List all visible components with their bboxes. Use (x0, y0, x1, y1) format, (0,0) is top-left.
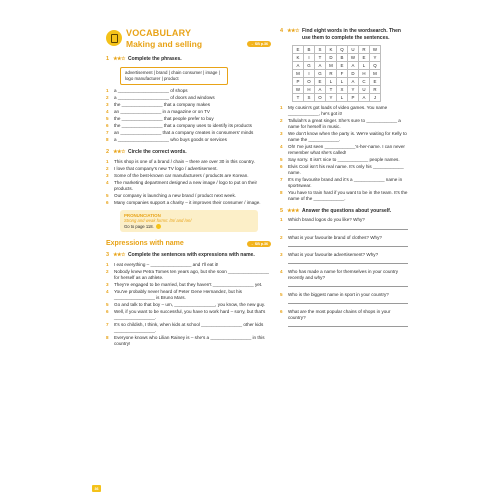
exercise-2-heading (106, 149, 271, 156)
wordsearch-cell[interactable]: K (293, 54, 304, 62)
exercise-3-heading (106, 252, 271, 259)
wordsearch-cell[interactable]: R (370, 86, 381, 94)
wordsearch-row (293, 46, 381, 54)
answer-line[interactable] (288, 242, 408, 247)
expressions-header (106, 240, 271, 252)
item-number: 6 (280, 308, 283, 314)
wordsearch-cell[interactable]: Q (337, 46, 348, 54)
list-item (106, 137, 271, 143)
list-item (106, 130, 271, 136)
list-item (280, 144, 408, 156)
exercise-3 (106, 252, 271, 347)
item-text: You've probably never heard of Peter Gene Hernandez, but his ________________ is Bruno Mars. (114, 288, 242, 300)
item-text: Say sorry. It isn't nice to ____________ people names. (288, 157, 400, 162)
item-number: 3 (280, 131, 283, 136)
list-item (280, 105, 408, 117)
pronunciation-link[interactable] (124, 224, 254, 229)
item-number: 4 (106, 179, 109, 185)
list-item (106, 262, 271, 268)
list-item (106, 159, 271, 165)
list-item (280, 217, 408, 223)
expressions-title: Expressions with name (106, 240, 184, 248)
wordsearch-cell[interactable]: E (370, 78, 381, 86)
exercise-1-heading (106, 56, 271, 63)
wordsearch-cell[interactable]: M (293, 70, 304, 78)
list-item (280, 269, 408, 281)
exercise-number: 5 (280, 207, 284, 214)
list-item (106, 116, 271, 122)
wordsearch-cell[interactable]: E (293, 46, 304, 54)
item-text: What is your favourite advertisement? Why? (288, 251, 379, 257)
wordsearch-cell[interactable]: B (304, 46, 315, 54)
list-item (280, 292, 408, 298)
wordsearch-cell[interactable]: Y (348, 86, 359, 94)
wordsearch-cell[interactable]: P (348, 94, 359, 102)
answer-line[interactable] (288, 225, 408, 230)
wordsearch-cell[interactable]: I (304, 70, 315, 78)
list-item (106, 180, 271, 192)
item-text: This shop is one of a brand / chain – there are over 30 in this country. (114, 158, 255, 164)
item-number: 5 (106, 115, 109, 121)
wordsearch-cell[interactable]: T (315, 54, 326, 62)
word-box: advertisement | brand | chain consumer | image | logo manufacturer | product (120, 67, 228, 85)
difficulty-stars-icon: ★★☆ (113, 56, 126, 62)
wordsearch-cell[interactable]: W (293, 86, 304, 94)
list-item (280, 157, 408, 163)
item-number: 1 (280, 217, 283, 223)
wordsearch-cell[interactable]: R (359, 46, 370, 54)
item-number: 1 (106, 87, 109, 93)
item-text: I eat everything – ________________ and I'll eat it! (114, 261, 219, 267)
right-column (280, 28, 408, 332)
exercise-5-heading (280, 208, 408, 215)
exercise-4 (280, 28, 408, 202)
list-item (106, 123, 271, 129)
item-number: 2 (106, 268, 109, 274)
pronunciation-link-label: Go to page 118. (124, 223, 154, 229)
item-number: 8 (106, 334, 109, 340)
list-item (106, 335, 271, 347)
item-number: 4 (280, 144, 283, 149)
wordsearch-cell[interactable]: O (315, 94, 326, 102)
exercise-instruction: Answer the questions about yourself. (302, 207, 392, 214)
exercise-instruction: Complete the sentences with expressions with name. (128, 252, 255, 259)
item-text: The marketing department designed a new image / logo to put on their products. (114, 179, 258, 191)
exercise-4-heading (280, 28, 408, 41)
item-text: You have to train hard if you want to be in the team. It's the name of the ____________. (288, 190, 408, 201)
item-text: Everyone knows who Lilian Rainey is – she's a ________________ in this country! (114, 334, 265, 346)
exercise-5 (280, 208, 408, 327)
pronunciation-text: Strong and weak forms: /tn/ and /ən/ (124, 218, 192, 224)
vocabulary-subtitle: Making and selling (126, 39, 203, 49)
list-item (106, 309, 271, 321)
list-item (106, 166, 271, 172)
wordsearch-cell[interactable]: A (348, 62, 359, 70)
item-text: Elvis Cool isn't his real name. It's only his ____________ name. (288, 164, 404, 175)
exercise-instruction: Find eight words in the wordsearch. Then use them to complete the sentences. (302, 28, 401, 41)
list-item (280, 252, 408, 258)
wordsearch-cell[interactable]: H (359, 70, 370, 78)
wordsearch-cell[interactable]: E (359, 54, 370, 62)
left-column (106, 28, 271, 348)
item-text: Who is the biggest name in sport in your country? (288, 291, 389, 297)
answer-line[interactable] (288, 282, 408, 287)
wordsearch-cell[interactable]: I (304, 54, 315, 62)
item-text: Our company is launching a new brand / product next week. (114, 192, 237, 198)
item-text: Which brand logos do you like? Why? (288, 217, 365, 223)
list-item (106, 109, 271, 115)
wordsearch-cell[interactable]: D (348, 70, 359, 78)
list-item (106, 88, 271, 94)
item-text: I love that company's new TV logo / advertisement. (114, 165, 218, 171)
wordsearch-cell[interactable]: T (293, 94, 304, 102)
wordsearch-cell[interactable]: T (326, 86, 337, 94)
item-number: 2 (280, 234, 283, 240)
vocabulary-title: VOCABULARY (126, 28, 192, 38)
item-text: Nobody knew Petra Tomes ten years ago, but she soon ________________ for herself as an athlete. (114, 268, 269, 280)
item-text: What is your favourite brand of clothes? Why? (288, 234, 382, 240)
list-item (106, 173, 271, 179)
exercise-5-items (280, 217, 408, 326)
wordsearch-cell[interactable]: S (304, 94, 315, 102)
item-text: It's so childish, I think, when kids at school ________________ other kids ________________. (114, 321, 264, 333)
wordsearch-cell[interactable]: A (315, 62, 326, 70)
wordsearch-grid (292, 45, 381, 102)
item-text: the ________________ that a company uses to identify its products (114, 122, 252, 128)
list-item (280, 118, 408, 130)
list-item (280, 309, 408, 321)
item-number: 5 (106, 301, 109, 307)
list-item (280, 177, 408, 189)
wordsearch-cell[interactable]: U (348, 46, 359, 54)
wordsearch-cell[interactable]: A (359, 94, 370, 102)
item-text: a ____________________ of doors and windows (114, 94, 215, 100)
item-text: Go and talk to that boy – um, ________________, you know, the new guy. (114, 301, 266, 307)
wordsearch-cell[interactable]: F (337, 70, 348, 78)
item-number: 1 (106, 158, 109, 164)
exercise-number: 2 (106, 149, 110, 156)
answer-line[interactable] (288, 299, 408, 304)
pronunciation-title: PRONUNCIATION (124, 212, 161, 218)
wordsearch-cell[interactable]: H (304, 86, 315, 94)
item-text: an ________________ in a magazine or on TV (114, 108, 210, 114)
wordsearch-row (293, 86, 381, 94)
item-number: 7 (280, 177, 283, 183)
wordsearch-row (293, 78, 381, 86)
exercise-number: 1 (106, 56, 110, 62)
wordsearch-cell[interactable]: G (315, 70, 326, 78)
wordsearch-cell[interactable]: A (315, 86, 326, 94)
exercise-2 (106, 149, 271, 232)
item-number: 4 (280, 268, 283, 274)
wordsearch-cell[interactable]: L (359, 62, 370, 70)
list-item (106, 282, 271, 288)
item-number: 6 (106, 122, 109, 128)
item-number: 7 (106, 130, 109, 136)
item-number: 1 (106, 261, 109, 267)
wordsearch-row (293, 54, 381, 62)
item-text: a ____________________ who buys goods or services (114, 137, 227, 143)
item-text: We don't know when the party is. We're waiting for Kelly to name the ____________. (288, 131, 407, 142)
item-number: 5 (280, 291, 283, 297)
wordsearch-cell[interactable]: A (348, 78, 359, 86)
wordsearch-cell[interactable]: B (337, 54, 348, 62)
list-item (106, 322, 271, 334)
wordsearch-cell[interactable]: Y (326, 94, 337, 102)
wordsearch-cell[interactable]: E (315, 78, 326, 86)
list-item (106, 193, 271, 199)
exercise-2-items (106, 159, 271, 206)
item-number: 6 (106, 199, 109, 205)
item-text: an ________________ that a company creates in consumers' minds (114, 130, 254, 136)
wordsearch-cell[interactable]: W (348, 54, 359, 62)
exercise-number: 4 (280, 28, 284, 34)
vocabulary-book-icon (106, 30, 122, 46)
item-text: Who has made a name for themselves in your country recently and why? (288, 268, 399, 280)
answer-line[interactable] (288, 259, 408, 264)
item-number: 7 (106, 321, 109, 327)
wordsearch-cell[interactable]: D (326, 54, 337, 62)
exercise-instruction: Circle the correct words. (128, 149, 187, 156)
list-item (106, 95, 271, 101)
item-text: Tallulah's a great singer. She's sure to ____________ a name for herself in music. (288, 118, 401, 129)
item-number: 4 (106, 108, 109, 114)
wordsearch-cell[interactable]: W (370, 46, 381, 54)
item-text: a ____________________ of shops (114, 87, 188, 93)
list-item (280, 131, 408, 143)
item-number: 2 (106, 165, 109, 171)
wordsearch-cell[interactable]: U (359, 86, 370, 94)
difficulty-stars-icon: ★★☆ (113, 252, 126, 259)
exercise-instruction: Complete the phrases. (128, 56, 182, 62)
list-item (280, 190, 408, 202)
item-number: 5 (106, 192, 109, 198)
item-text: It's my favourite brand and it's a ____________ name in sportswear. (288, 177, 403, 188)
item-number: 2 (106, 94, 109, 100)
pronunciation-box (120, 210, 258, 232)
list-item (280, 164, 408, 176)
item-text: What are the most popular chains of shops in your country? (288, 308, 391, 320)
list-item (106, 289, 271, 301)
wordsearch-cell[interactable]: L (326, 78, 337, 86)
wordsearch-cell[interactable]: Y (370, 54, 381, 62)
item-text: My cousin's got loads of video games. You name ____________, he's got it! (288, 105, 388, 116)
item-number: 3 (106, 281, 109, 287)
item-number: 3 (106, 101, 109, 107)
exercise-3-items (106, 262, 271, 347)
wordsearch-cell[interactable]: G (304, 62, 315, 70)
item-number: 3 (280, 251, 283, 257)
exercise-number: 3 (106, 252, 110, 259)
wordsearch-row (293, 94, 381, 102)
list-item (106, 302, 271, 308)
wordsearch-cell[interactable]: J (370, 94, 381, 102)
wordsearch-row (293, 62, 381, 70)
exercise-1-items (106, 88, 271, 144)
wordsearch-cell[interactable]: O (304, 78, 315, 86)
difficulty-stars-icon: ★★☆ (287, 28, 300, 34)
wordsearch-cell[interactable]: L (337, 94, 348, 102)
exercise-4-items (280, 105, 408, 202)
item-number: 4 (106, 288, 109, 294)
list-item (280, 235, 408, 241)
wordsearch-cell[interactable]: R (326, 70, 337, 78)
list-item (106, 102, 271, 108)
student-book-ref: → SB p.36 (247, 241, 271, 247)
wordsearch-cell[interactable]: X (337, 86, 348, 94)
item-number: 1 (280, 105, 283, 110)
wordsearch-cell[interactable]: M (326, 62, 337, 70)
wordsearch-cell[interactable]: A (293, 62, 304, 70)
wordsearch-cell[interactable]: M (370, 70, 381, 78)
wordsearch-cell[interactable]: S (315, 46, 326, 54)
item-text: Some of the best-known car manufacturers / products are Korean. (114, 172, 249, 178)
item-number: 6 (106, 308, 109, 314)
item-text: the ________________ that people prefer to buy (114, 115, 214, 121)
wordsearch-cell[interactable]: E (337, 62, 348, 70)
item-number: 3 (106, 172, 109, 178)
audio-icon (156, 224, 161, 229)
wordsearch-row (293, 70, 381, 78)
item-text: Oh! I've just seen ____________'s-her-name. I can never remember what she's called! (288, 144, 405, 155)
item-number: 8 (106, 137, 109, 143)
difficulty-stars-icon: ★★☆ (113, 149, 126, 156)
item-text: the ________________ that a company makes (114, 101, 211, 107)
answer-line[interactable] (288, 322, 408, 327)
item-number: 6 (280, 164, 283, 170)
vocabulary-header (106, 28, 271, 56)
wordsearch-cell[interactable]: Q (370, 62, 381, 70)
wordsearch-cell[interactable]: L (337, 78, 348, 86)
item-text: Well, if you want to be successful, you have to work hard – sorry, but that's ________________. (114, 308, 266, 320)
student-book-ref: → SB p.36 (247, 41, 271, 47)
wordsearch-cell[interactable]: P (293, 78, 304, 86)
wordsearch-cell[interactable]: C (359, 78, 370, 86)
item-text: They're engaged to be married, but they haven't ________________ yet. (114, 281, 263, 287)
item-number: 8 (280, 190, 283, 196)
item-number: 5 (280, 157, 283, 162)
difficulty-stars-icon: ★★★ (287, 207, 300, 214)
wordsearch-cell[interactable]: K (326, 46, 337, 54)
page-number: 36 (92, 485, 101, 492)
exercise-1 (106, 56, 271, 143)
item-number: 2 (280, 118, 283, 123)
item-text: Many companies support a charity – it improves their consumer / image. (114, 199, 261, 205)
list-item (106, 200, 271, 206)
list-item (106, 269, 271, 281)
